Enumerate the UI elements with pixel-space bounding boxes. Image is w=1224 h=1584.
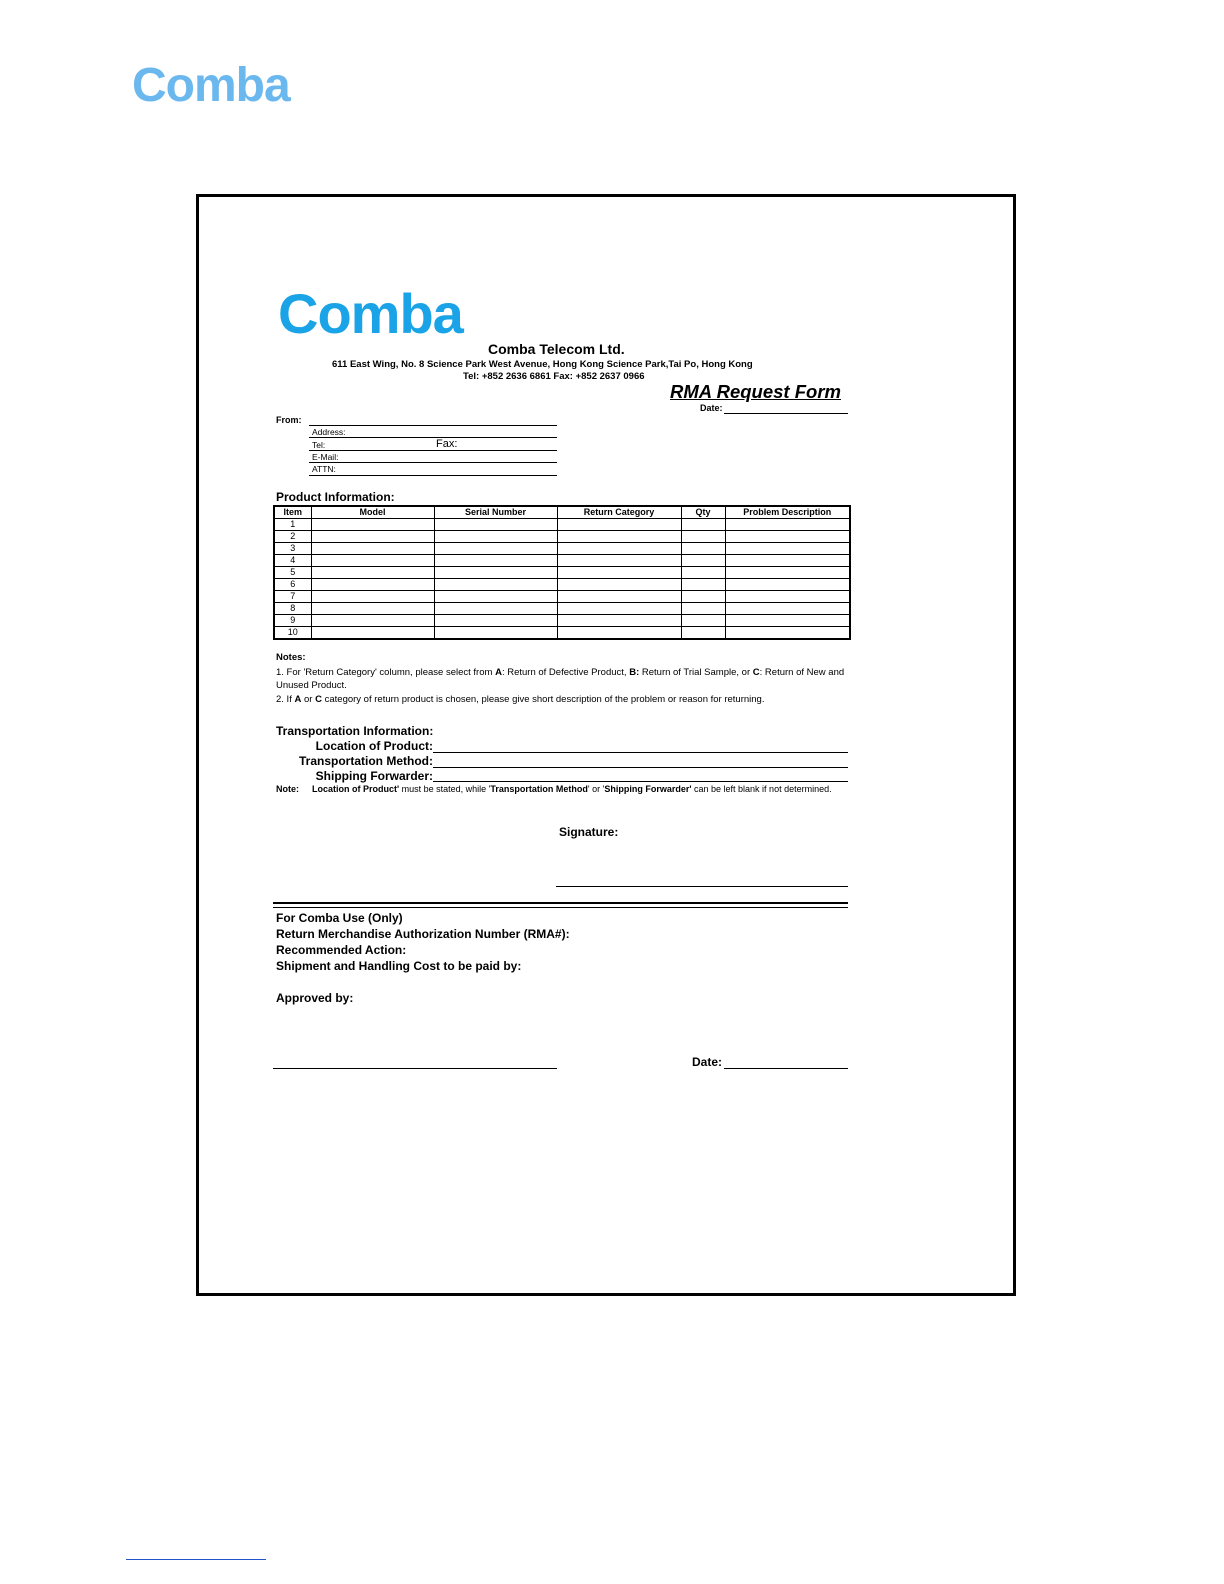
comba-use-title: For Comba Use (Only)	[276, 911, 403, 925]
item-number: 3	[274, 543, 311, 555]
divider-top	[273, 902, 848, 904]
tel-line	[309, 450, 557, 451]
table-row	[274, 603, 850, 615]
table-row	[274, 531, 850, 543]
transport-note: Location of Product' must be stated, while 'Transportation Method' or 'Shipping Forwarder' can be left blank if not determined.	[312, 784, 832, 794]
forwarder-label: Shipping Forwarder:	[315, 769, 433, 783]
tel-label: Tel:	[312, 440, 326, 450]
form-logo: Comba	[278, 282, 463, 345]
table-row	[274, 615, 850, 627]
recommended-action-label: Recommended Action:	[276, 943, 407, 957]
address-label: Address:	[312, 427, 346, 437]
item-number: 8	[274, 603, 311, 615]
email-line	[309, 462, 557, 463]
from-label: From:	[276, 415, 302, 425]
table-row	[274, 555, 850, 567]
address-line	[309, 437, 557, 438]
form-title: RMA Request Form	[670, 381, 841, 402]
rma-number-label: Return Merchandise Authorization Number (RMA#):	[276, 927, 570, 941]
header-item: Item	[274, 506, 311, 519]
header-problem-description: Problem Description	[725, 506, 850, 519]
attn-label: ATTN:	[312, 464, 336, 474]
transport-note-label: Note:	[276, 784, 299, 794]
approval-date-line	[724, 1068, 848, 1069]
item-number: 6	[274, 579, 311, 591]
approved-by-line	[273, 1068, 557, 1069]
item-number: 2	[274, 531, 311, 543]
header-return-category: Return Category	[557, 506, 681, 519]
date-line	[724, 413, 848, 414]
signature-label: Signature:	[559, 825, 619, 839]
product-info-title: Product Information:	[276, 490, 395, 504]
fax-label: Fax:	[436, 438, 458, 450]
header-model: Model	[311, 506, 434, 519]
page-logo: Comba	[132, 59, 290, 112]
table-row	[274, 627, 850, 640]
note-2: 2. If A or C category of return product is chosen, please give short description of the problem or reason for returning.	[276, 694, 765, 705]
approved-by-label: Approved by:	[276, 991, 354, 1005]
table-row	[274, 591, 850, 603]
notes-title: Notes:	[276, 652, 306, 663]
location-line	[433, 752, 848, 753]
footnote-separator	[126, 1559, 266, 1560]
header-serial-number: Serial Number	[434, 506, 557, 519]
shipment-cost-label: Shipment and Handling Cost to be paid by:	[276, 959, 522, 973]
item-number: 4	[274, 555, 311, 567]
table-row	[274, 567, 850, 579]
table-row	[274, 543, 850, 555]
company-name: Comba Telecom Ltd.	[488, 341, 625, 357]
table-row	[274, 579, 850, 591]
product-table	[273, 505, 851, 640]
forwarder-line	[433, 781, 848, 782]
header-qty: Qty	[681, 506, 725, 519]
location-label: Location of Product:	[315, 739, 433, 753]
item-number: 7	[274, 591, 311, 603]
item-number: 5	[274, 567, 311, 579]
email-label: E-Mail:	[312, 452, 339, 462]
table-row	[274, 519, 850, 531]
method-label: Transportation Method:	[299, 754, 433, 768]
transport-title: Transportation Information:	[276, 724, 434, 738]
company-address: 611 East Wing, No. 8 Science Park West Avenue, Hong Kong Science Park,Tai Po, Hong Kong	[332, 359, 753, 370]
item-number: 10	[274, 627, 311, 640]
company-contact: Tel: +852 2636 6861 Fax: +852 2637 0966	[463, 371, 645, 382]
note-1: 1. For 'Return Category' column, please select from A: Return of Defective Product, B: Return of Trial Sample, or C: Return of New and Unused Product.	[276, 667, 845, 691]
table-header-row	[274, 506, 850, 519]
signature-line	[556, 886, 848, 887]
item-number: 9	[274, 615, 311, 627]
from-line	[309, 425, 557, 426]
date-label: Date:	[700, 403, 723, 413]
divider-bottom	[273, 907, 848, 908]
item-number: 1	[274, 519, 311, 531]
method-line	[433, 767, 848, 768]
approval-date-label: Date:	[692, 1055, 723, 1069]
attn-line	[309, 475, 557, 476]
